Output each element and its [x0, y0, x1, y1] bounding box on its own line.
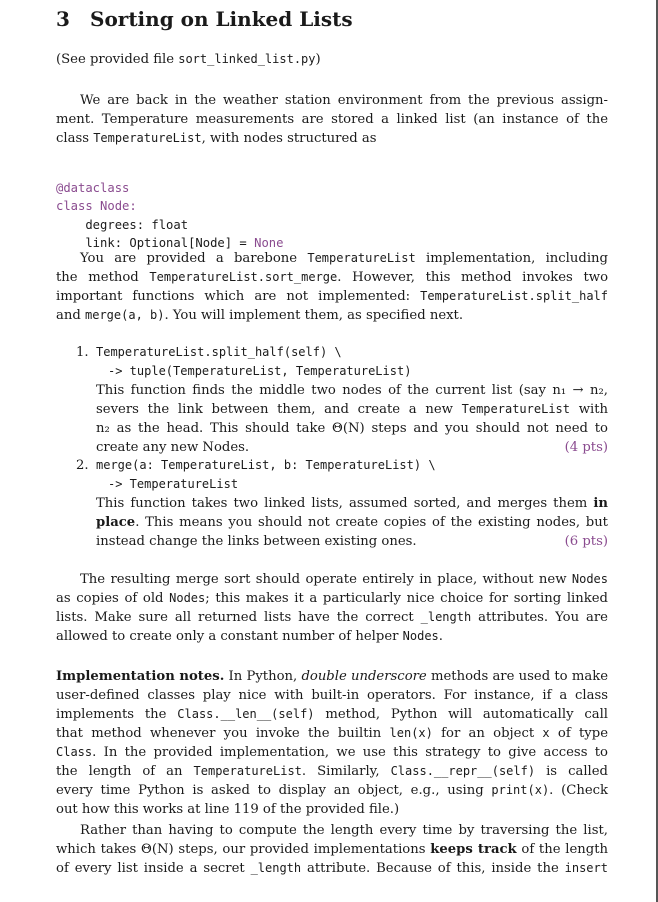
- task-line: n₂ as the head. This should take Θ(N) steps and you should not need to: [96, 421, 608, 436]
- para-line: important functions which are not implemented: TemperatureList.split_half: [56, 289, 608, 304]
- code-none: None: [254, 236, 284, 250]
- task-line: This function takes two linked lists, assumed sorted, and merges them in: [96, 496, 608, 511]
- para-line: You are provided a barebone TemperatureList implementation, including: [80, 251, 608, 266]
- points-badge: (4 pts): [564, 440, 608, 455]
- points-badge: (6 pts): [564, 534, 608, 549]
- in-place-paragraph: [56, 570, 608, 646]
- length-tracking-paragraph: [56, 821, 608, 878]
- intro-line: We are back in the weather station environment from the previous assign-: [80, 93, 608, 108]
- code-class-name: Node:: [100, 199, 137, 213]
- para-line: user-defined classes play nice with built-in operators. For instance, if a class: [56, 688, 608, 703]
- para-line: the method TemperatureList.sort_merge. However, this method invokes two: [56, 270, 609, 285]
- task-line: instead change the links between existing ones. (6 pts): [96, 534, 608, 549]
- task-number: 1.: [76, 345, 89, 360]
- para-line: the length of an TemperatureList. Similarly, Class.__repr__(self) is called: [56, 764, 608, 779]
- para-line: as copies of old Nodes; this makes it a particularly nice choice for sorting linked: [56, 591, 609, 606]
- task-number: 2.: [76, 458, 89, 473]
- see-file-suffix: ): [315, 52, 321, 67]
- intro-line: ment. Temperature measurements are stored a linked list (an instance of the: [56, 112, 608, 127]
- task-line: create any new Nodes. (4 pts): [96, 440, 608, 455]
- section-number: 3: [56, 7, 70, 31]
- section-title: Sorting on Linked Lists: [90, 7, 353, 31]
- code-field-degrees: degrees: float: [56, 217, 189, 232]
- para-line: The resulting merge sort should operate entirely in place, without new Nodes: [80, 572, 608, 587]
- task-line: severs the link between them, and create a new TemperatureList with: [96, 402, 608, 417]
- section-heading: [56, 5, 353, 33]
- see-file-prefix: (See provided file: [56, 52, 179, 67]
- task-return-type: -> TemperatureList: [108, 477, 239, 491]
- para-line: out how this works at line 119 of the provided file.): [56, 802, 400, 817]
- para-line: implements the Class.__len__(self) method, Python will automatically call: [56, 707, 609, 722]
- para-line: which takes Θ(N) steps, our provided implementations keeps track of the length: [56, 842, 608, 857]
- provided-implementation-paragraph: [56, 249, 608, 325]
- see-file-note: [56, 50, 608, 69]
- implementation-notes-paragraph: [56, 667, 608, 819]
- para-line: and merge(a, b). You will implement them, as specified next.: [56, 308, 464, 323]
- task-signature: TemperatureList.split_half(self) \: [96, 345, 342, 359]
- para-line: Implementation notes. In Python, double underscore methods are used to make: [56, 669, 608, 684]
- para-line: allowed to create only a constant number of helper Nodes.: [56, 629, 443, 644]
- code-field-link: link: Optional[Node] =: [56, 236, 255, 250]
- task-signature: merge(a: TemperatureList, b: TemperatureList) \: [96, 458, 436, 472]
- task-body: [96, 456, 608, 551]
- para-line: every time Python is asked to display an object, e.g., using print(x). (Check: [56, 783, 608, 798]
- see-file-name: sort_linked_list.py: [178, 52, 316, 66]
- node-dataclass-code: [56, 160, 283, 253]
- para-line: Rather than having to compute the length every time by traversing the list,: [80, 823, 608, 838]
- code-decorator: @dataclass: [56, 180, 130, 195]
- task-body: [96, 343, 608, 457]
- implementation-notes-heading: Implementation notes.: [56, 669, 225, 684]
- task-line: place. This means you should not create copies of the existing nodes, but: [96, 515, 608, 530]
- task-line: This function finds the middle two nodes of the current list (say n₁ → n₂,: [96, 383, 608, 398]
- code-class-keyword: class: [56, 199, 93, 213]
- para-line: of every list inside a secret _length attribute. Because of this, inside the insert: [56, 861, 608, 876]
- para-line: that method whenever you invoke the builtin len(x) for an object x of type: [56, 726, 608, 741]
- para-line: lists. Make sure all returned lists have the correct _length attributes. You are: [56, 610, 608, 625]
- intro-line: class TemperatureList, with nodes structured as: [56, 131, 377, 146]
- para-line: Class. In the provided implementation, we use this strategy to give access to: [56, 745, 608, 760]
- task-return-type: -> tuple(TemperatureList, TemperatureList): [108, 364, 412, 378]
- intro-paragraph: [56, 91, 608, 148]
